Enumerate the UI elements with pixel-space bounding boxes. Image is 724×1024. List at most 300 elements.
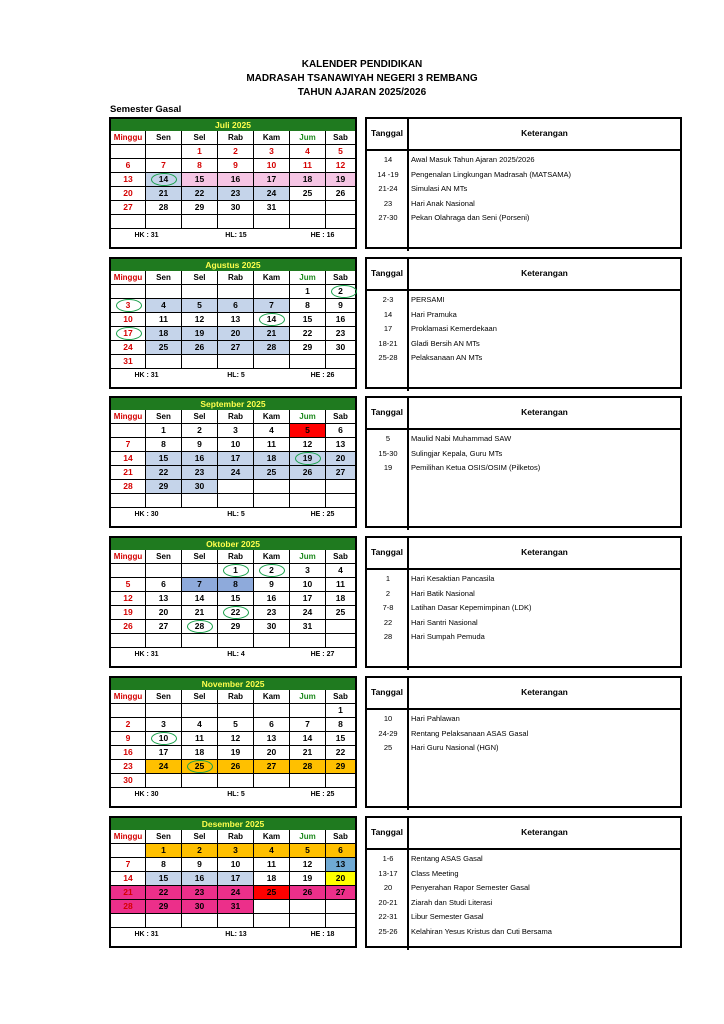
day-cell: 29: [290, 341, 326, 355]
day-cell: 3: [218, 424, 254, 438]
day-cell: 20: [146, 606, 182, 620]
day-header: Rab: [218, 271, 254, 285]
summary-he: HE : 16: [310, 232, 335, 239]
day-header: Sab: [326, 550, 355, 564]
day-cell: 8: [326, 718, 355, 732]
day-cell: 19: [111, 606, 146, 620]
day-header: Kam: [254, 410, 290, 424]
day-cell: 9: [326, 299, 355, 313]
day-cell: 6: [326, 424, 355, 438]
day-cell: 25: [326, 606, 355, 620]
day-cell: 14: [254, 313, 290, 327]
event-row: [367, 601, 680, 616]
event-desc: Maulid Nabi Muhammad SAW: [411, 434, 512, 443]
event-row: [367, 925, 680, 940]
day-cell: [218, 704, 254, 718]
event-row: [367, 168, 680, 183]
day-cell: [182, 634, 218, 648]
day-grid: [111, 830, 355, 928]
day-cell: [290, 900, 326, 914]
day-cell: [218, 285, 254, 299]
day-cell: [254, 704, 290, 718]
day-cell: 3: [254, 145, 290, 159]
day-cell: 23: [182, 466, 218, 480]
day-cell: 30: [254, 620, 290, 634]
event-row: [367, 197, 680, 212]
day-cell: [326, 201, 355, 215]
day-cell: 12: [290, 858, 326, 872]
title-line-2: MADRASAH TSANAWIYAH NEGERI 3 REMBANG: [246, 73, 478, 84]
summary-hk: HK : 31: [134, 232, 159, 239]
day-cell: [290, 215, 326, 229]
event-date: 22: [383, 617, 393, 627]
day-cell: 1: [182, 145, 218, 159]
day-grid: [111, 690, 355, 788]
day-cell: 1: [146, 844, 182, 858]
event-desc: Hari Santri Nasional: [411, 617, 478, 627]
day-cell: 25: [182, 760, 218, 774]
day-cell: 6: [254, 718, 290, 732]
event-row: [367, 153, 680, 168]
tanggal-header: Tanggal: [367, 678, 409, 708]
day-cell: 6: [146, 578, 182, 592]
event-desc: Simulasi AN MTs: [411, 184, 468, 193]
day-cell: 17: [146, 746, 182, 760]
day-cell: [111, 215, 146, 229]
event-row: [367, 910, 680, 925]
day-cell: 12: [111, 592, 146, 606]
event-date: 21-24: [378, 184, 398, 193]
event-table: [365, 117, 682, 249]
day-header: Sab: [326, 271, 355, 285]
day-cell: [111, 634, 146, 648]
day-header: Kam: [254, 550, 290, 564]
day-cell: 17: [290, 592, 326, 606]
day-cell: 16: [218, 173, 254, 187]
day-cell: 9: [182, 858, 218, 872]
day-header: Sab: [326, 131, 355, 145]
day-cell: [182, 704, 218, 718]
day-cell: [254, 900, 290, 914]
day-cell: 5: [218, 718, 254, 732]
day-cell: 29: [146, 900, 182, 914]
event-row: [367, 461, 680, 476]
event-desc: Hari Kesaktian Pancasila: [411, 574, 495, 583]
day-cell: [326, 914, 355, 928]
month-title: Desember 2025: [111, 818, 355, 830]
day-cell: 22: [146, 886, 182, 900]
day-cell: 25: [146, 341, 182, 355]
day-header: Sel: [182, 830, 218, 844]
day-cell: [146, 704, 182, 718]
day-cell: 22: [326, 746, 355, 760]
day-header: Kam: [254, 271, 290, 285]
event-date: 5: [385, 434, 391, 443]
day-cell: [218, 634, 254, 648]
day-cell: [218, 494, 254, 508]
month-summary: [111, 788, 355, 801]
day-cell: 13: [111, 173, 146, 187]
day-cell: [254, 355, 290, 369]
day-cell: 11: [326, 578, 355, 592]
event-desc: Proklamasi Kemerdekaan: [411, 324, 497, 333]
day-cell: 11: [146, 313, 182, 327]
day-cell: 11: [182, 732, 218, 746]
day-cell: 20: [111, 187, 146, 201]
event-date: 14 -19: [377, 169, 399, 179]
event-date: 13-17: [378, 868, 398, 878]
day-cell: [254, 480, 290, 494]
day-cell: 12: [218, 732, 254, 746]
summary-hk: HK : 31: [134, 931, 159, 938]
day-cell: 15: [218, 592, 254, 606]
month-title: Agustus 2025: [111, 259, 355, 271]
day-cell: [290, 494, 326, 508]
day-header: Sel: [182, 550, 218, 564]
event-desc: Penyerahan Rapor Semester Gasal: [411, 883, 530, 892]
day-cell: 21: [182, 606, 218, 620]
day-cell: [146, 494, 182, 508]
day-cell: 19: [326, 173, 355, 187]
day-header: Jum: [290, 271, 326, 285]
title-line-3: TAHUN AJARAN 2025/2026: [297, 87, 427, 98]
day-cell: 11: [290, 159, 326, 173]
day-cell: 4: [254, 844, 290, 858]
month-calendar: [109, 676, 357, 808]
event-desc: Awal Masuk Tahun Ajaran 2025/2026: [411, 155, 535, 164]
day-cell: [111, 424, 146, 438]
day-cell: 5: [290, 844, 326, 858]
day-cell: 12: [326, 159, 355, 173]
day-cell: 25: [254, 886, 290, 900]
day-cell: 5: [111, 578, 146, 592]
day-cell: 2: [182, 844, 218, 858]
day-cell: 27: [254, 760, 290, 774]
event-row: [367, 896, 680, 911]
event-desc: Pelaksanaan AN MTs: [411, 353, 483, 362]
event-row: [367, 727, 680, 742]
day-cell: 15: [182, 173, 218, 187]
day-cell: 31: [290, 620, 326, 634]
day-cell: 17: [218, 872, 254, 886]
day-header: Sel: [182, 271, 218, 285]
month-title: November 2025: [111, 678, 355, 690]
day-grid: [111, 131, 355, 229]
day-cell: 9: [182, 438, 218, 452]
month-title: Juli 2025: [111, 119, 355, 131]
day-cell: [254, 215, 290, 229]
summary-hl: HL: 15: [225, 232, 247, 239]
day-cell: 29: [218, 620, 254, 634]
day-cell: [326, 355, 355, 369]
day-cell: 1: [146, 424, 182, 438]
day-header: Minggu: [111, 271, 146, 285]
day-header: Kam: [254, 830, 290, 844]
month-calendar: [109, 536, 357, 668]
event-date: 18-21: [378, 338, 398, 348]
day-grid: [111, 410, 355, 508]
month-title: September 2025: [111, 398, 355, 410]
day-cell: 17: [111, 327, 146, 341]
day-cell: 1: [218, 564, 254, 578]
day-cell: 21: [111, 466, 146, 480]
day-cell: 30: [326, 341, 355, 355]
day-cell: 9: [218, 159, 254, 173]
day-cell: 22: [218, 606, 254, 620]
day-cell: 2: [254, 564, 290, 578]
day-cell: 13: [326, 858, 355, 872]
day-cell: 12: [182, 313, 218, 327]
summary-hl: HL: 5: [227, 791, 245, 798]
day-cell: 28: [111, 900, 146, 914]
summary-hk: HK : 30: [134, 511, 159, 518]
day-header: Jum: [290, 131, 326, 145]
day-cell: 4: [146, 299, 182, 313]
event-date: 7-8: [382, 603, 394, 612]
keterangan-header: Keterangan: [521, 407, 568, 417]
day-cell: [326, 480, 355, 494]
day-cell: 18: [254, 452, 290, 466]
day-cell: 2: [182, 424, 218, 438]
day-cell: [182, 285, 218, 299]
event-date: 23: [383, 198, 393, 208]
month-summary: [111, 229, 355, 242]
title-line-1: KALENDER PENDIDIKAN: [301, 59, 423, 70]
day-cell: 16: [111, 746, 146, 760]
day-cell: [326, 900, 355, 914]
event-date: 1-6: [382, 854, 394, 863]
day-cell: 29: [182, 201, 218, 215]
month-summary: [111, 369, 355, 382]
event-row: [367, 432, 680, 447]
event-date: 15-30: [378, 448, 398, 458]
day-header: Sen: [146, 271, 182, 285]
day-cell: 21: [146, 187, 182, 201]
day-cell: 13: [146, 592, 182, 606]
keterangan-header: Keterangan: [521, 268, 568, 278]
event-table: [365, 676, 682, 808]
day-cell: 26: [290, 886, 326, 900]
day-cell: [218, 355, 254, 369]
event-row: [367, 741, 680, 756]
day-cell: 11: [254, 438, 290, 452]
day-header: Sel: [182, 410, 218, 424]
summary-he: HE : 25: [310, 511, 335, 518]
event-desc: Rentang ASAS Gasal: [411, 854, 483, 863]
event-date: 17: [383, 324, 393, 333]
event-row: [367, 616, 680, 631]
day-cell: 14: [182, 592, 218, 606]
day-cell: [111, 704, 146, 718]
event-table: [365, 257, 682, 389]
day-cell: [254, 285, 290, 299]
day-cell: 15: [290, 313, 326, 327]
day-cell: 30: [182, 900, 218, 914]
tanggal-header: Tanggal: [367, 259, 409, 289]
event-table: [365, 816, 682, 948]
day-cell: [182, 774, 218, 788]
day-header: Sen: [146, 410, 182, 424]
day-cell: 26: [182, 341, 218, 355]
day-header: Minggu: [111, 690, 146, 704]
day-cell: 4: [326, 564, 355, 578]
day-cell: 2: [111, 718, 146, 732]
day-cell: [290, 774, 326, 788]
day-cell: 17: [218, 452, 254, 466]
day-cell: 28: [290, 760, 326, 774]
day-cell: 31: [254, 201, 290, 215]
event-row: [367, 308, 680, 323]
event-date: 25-26: [378, 926, 398, 936]
day-cell: 14: [111, 452, 146, 466]
day-cell: [146, 215, 182, 229]
day-cell: 14: [111, 872, 146, 886]
day-cell: 20: [326, 452, 355, 466]
day-header: Jum: [290, 830, 326, 844]
event-row: [367, 182, 680, 197]
event-desc: Hari Anak Nasional: [411, 198, 475, 208]
day-cell: 15: [326, 732, 355, 746]
event-desc: Gladi Bersih AN MTs: [411, 338, 480, 348]
day-header: Sel: [182, 690, 218, 704]
day-cell: [290, 355, 326, 369]
day-header: Jum: [290, 550, 326, 564]
day-header: Jum: [290, 410, 326, 424]
event-date: 14: [383, 309, 393, 319]
event-date: 24-29: [378, 728, 398, 738]
day-cell: [182, 914, 218, 928]
day-header: Sen: [146, 830, 182, 844]
day-cell: 19: [182, 327, 218, 341]
day-cell: 28: [182, 620, 218, 634]
event-desc: Hari Batik Nasional: [411, 588, 475, 598]
day-cell: [254, 634, 290, 648]
day-cell: 10: [290, 578, 326, 592]
summary-he: HE : 27: [310, 651, 335, 658]
event-desc: Hari Sumpah Pemuda: [411, 632, 485, 641]
summary-he: HE : 18: [310, 931, 335, 938]
day-cell: [111, 564, 146, 578]
day-cell: 31: [111, 355, 146, 369]
event-table: [365, 396, 682, 528]
event-desc: Sulingjar Kepala, Guru MTs: [411, 448, 503, 458]
day-cell: [218, 774, 254, 788]
day-cell: 7: [254, 299, 290, 313]
day-cell: [111, 914, 146, 928]
day-cell: 22: [182, 187, 218, 201]
day-grid: [111, 550, 355, 648]
summary-hl: HL: 5: [227, 372, 245, 379]
day-header: Kam: [254, 131, 290, 145]
event-desc: Kelahiran Yesus Kristus dan Cuti Bersama: [411, 926, 552, 936]
event-date: 1: [385, 574, 391, 583]
day-header: Sab: [326, 410, 355, 424]
day-cell: [111, 844, 146, 858]
day-cell: [146, 285, 182, 299]
day-cell: 15: [146, 872, 182, 886]
day-cell: [218, 914, 254, 928]
day-cell: 7: [182, 578, 218, 592]
day-cell: 13: [218, 313, 254, 327]
day-cell: [326, 620, 355, 634]
day-cell: 19: [290, 452, 326, 466]
day-cell: 24: [290, 606, 326, 620]
day-cell: 4: [182, 718, 218, 732]
day-cell: 6: [111, 159, 146, 173]
day-cell: [290, 704, 326, 718]
day-header: Minggu: [111, 410, 146, 424]
day-header: Rab: [218, 131, 254, 145]
day-cell: 24: [218, 886, 254, 900]
event-date: 2-3: [382, 295, 394, 304]
semester-label: Semester Gasal: [110, 104, 182, 115]
day-cell: 18: [146, 327, 182, 341]
month-summary: [111, 928, 355, 941]
summary-hk: HK : 31: [134, 651, 159, 658]
day-cell: [146, 634, 182, 648]
event-row: [367, 630, 680, 645]
day-cell: 12: [290, 438, 326, 452]
day-cell: 5: [182, 299, 218, 313]
day-cell: 14: [290, 732, 326, 746]
day-cell: 20: [254, 746, 290, 760]
day-cell: 8: [182, 159, 218, 173]
day-cell: 28: [111, 480, 146, 494]
day-cell: 11: [254, 858, 290, 872]
tanggal-header: Tanggal: [367, 538, 409, 568]
day-cell: 25: [254, 466, 290, 480]
day-cell: 27: [146, 620, 182, 634]
day-cell: [254, 914, 290, 928]
event-date: 25: [383, 743, 393, 752]
keterangan-header: Keterangan: [521, 687, 568, 697]
day-cell: 22: [290, 327, 326, 341]
day-cell: 27: [326, 886, 355, 900]
summary-he: HE : 25: [310, 791, 335, 798]
day-cell: 10: [218, 858, 254, 872]
event-row: [367, 293, 680, 308]
day-cell: 28: [254, 341, 290, 355]
day-cell: 7: [111, 858, 146, 872]
day-cell: 31: [218, 900, 254, 914]
day-cell: [290, 914, 326, 928]
event-date: 19: [383, 463, 393, 472]
month-title: Oktober 2025: [111, 538, 355, 550]
event-desc: Hari Pramuka: [411, 309, 457, 319]
day-cell: 1: [326, 704, 355, 718]
event-row: [367, 322, 680, 337]
day-cell: 4: [290, 145, 326, 159]
day-cell: 10: [146, 732, 182, 746]
day-header: Sen: [146, 690, 182, 704]
day-header: Minggu: [111, 131, 146, 145]
day-cell: 30: [182, 480, 218, 494]
event-row: [367, 587, 680, 602]
day-cell: [182, 494, 218, 508]
summary-hl: HL: 4: [227, 651, 245, 658]
day-cell: 3: [146, 718, 182, 732]
keterangan-header: Keterangan: [521, 128, 568, 138]
day-cell: [146, 145, 182, 159]
day-cell: [146, 355, 182, 369]
day-cell: 7: [111, 438, 146, 452]
day-cell: 29: [326, 760, 355, 774]
day-cell: 19: [290, 872, 326, 886]
day-cell: 6: [326, 844, 355, 858]
day-cell: [146, 774, 182, 788]
tanggal-header: Tanggal: [367, 398, 409, 428]
day-cell: 29: [146, 480, 182, 494]
